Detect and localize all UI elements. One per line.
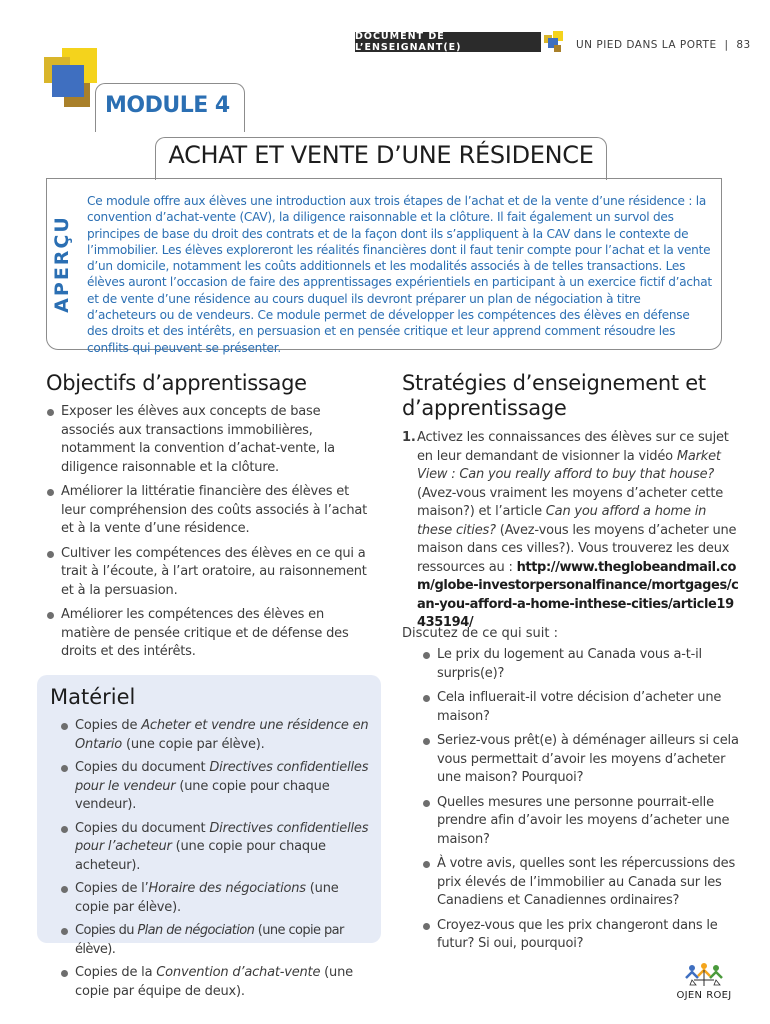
objectives-heading: Objectifs d’apprentissage [46, 371, 307, 395]
list-item: Copies du Plan de négociation (une copie par élève). [60, 922, 372, 959]
list-item: À votre avis, quelles sont les répercussions des prix élevés de l’immobilier au Canada sur les Canadiens et Canadiennes ordinaires? [422, 855, 740, 911]
separator: | [724, 39, 729, 51]
header-squares-logo [40, 45, 102, 107]
overview-text: Ce module offre aux élèves une introduction aux trois étapes de l’achat et de la vente d’une résidence : la convention d’achat-vente (CAV), la diligence raisonnable et la clôture. Il fait également un survol des principes de base du droit des contrats et de la façon dont ils s’appliquent à la CAV dans le contexte de l’immobilier. Les élèves exploreront les réalités financières dont il faut tenir compte pour l’achat et la vente d’un domicile, notamment les coûts additionnels et les modalités associés à de telles transactions. Les élèves auront l’occasion de faire des apprentissages expérientiels en participant à un exercice fictif d’achat et de vente d’une résidence au cours duquel ils devront préparer un plan de négociation à titre d’acheteurs ou de vendeurs. Ce module permet de développer les compétences des élèves en défense des droits et des intérêts, en persuasion et en pensée critique et leur apprend comment résoudre les conflits qui peuvent se présenter. [87, 194, 712, 355]
materiel-list [60, 717, 372, 1006]
overview-side-label: APERÇU [51, 215, 73, 313]
discuss-label: Discutez de ce qui suit : [402, 626, 558, 641]
list-item: Améliorer la littératie financière des élèves et leur compréhension des coûts associés à l’achat et à la vente d’une résidence. [46, 483, 371, 539]
page-number: 83 [736, 39, 751, 51]
discussion-questions [422, 646, 740, 960]
list-item: Le prix du logement au Canada vous a-t-il surpris(e)? [422, 646, 740, 683]
list-item: Cultiver les compétences des élèves en ce qui a trait à l’écoute, à l’art oratoire, au raisonnement et à la persuasion. [46, 545, 371, 601]
materiel-heading: Matériel [50, 685, 136, 709]
document-label [355, 32, 541, 52]
list-item: Améliorer les compétences des élèves en matière de pensée critique et de défense des droits et des intérêts. [46, 606, 371, 662]
resource-link[interactable]: http://www.theglobeandmail.com/globe-investorpersonalfinance/mortgages/can-you-afford-a-home-inthese-cities/article19435194/ [417, 559, 739, 630]
list-item: Seriez-vous prêt(e) à déménager ailleurs si cela vous permettait d’avoir les moyens d’acheter une maison? Pourquoi? [422, 732, 740, 788]
header-section-page [576, 39, 751, 51]
square-blue [52, 65, 84, 97]
list-item: Copies du document Directives confidentielles pour le vendeur (une copie pour chaque vendeur). [60, 759, 372, 815]
page-title: ACHAT ET VENTE D’UNE RÉSIDENCE [168, 141, 594, 169]
small-squares-icon [544, 31, 564, 53]
logo-text: OJEN ROEJ [676, 990, 732, 1001]
section-label: UN PIED DANS LA PORTE [576, 39, 717, 51]
strategy-item-1: 1. Activez les connaissances des élèves sur ce sujet en leur demandant de visionner la vidéo Market View : Can you really afford to buy that house? (Avez-vous vraiment les moyens d’acheter cette maison?) et l’article Can you afford a home in these cities? (Avez-vous les moyens d’acheter une maison dans ces villes?). Vous trouverez les deux ressources au : http://www.theglobeandmail.com/globe-investorpersonalfinance/mortgages/can-you-afford-a-home-inthese-cities/article19435194/ [402, 430, 739, 630]
list-item: Copies de l’Horaire des négociations (une copie par élève). [60, 880, 372, 917]
strategies-heading: Stratégies d’enseignement et d’apprentissage [402, 371, 706, 420]
module-label: MODULE 4 [105, 93, 230, 118]
list-item: Cela influerait-il votre décision d’acheter une maison? [422, 689, 740, 726]
list-item: Croyez-vous que les prix changeront dans le futur? Si oui, pourquoi? [422, 917, 740, 954]
list-item: Exposer les élèves aux concepts de base associés aux transactions immobilières, notamment la convention d’achat-vente, la diligence raisonnable et la clôture. [46, 403, 371, 477]
strategy-number: 1. [402, 430, 416, 445]
video-title: Market View : Can you really afford to buy that house? [417, 448, 721, 482]
article-title: Can you afford a home in these cities? [417, 504, 707, 538]
objectives-list [46, 403, 371, 668]
list-item: Quelles mesures une personne pourrait-elle prendre afin d’avoir les moyens d’acheter une maison? [422, 794, 740, 850]
list-item: Copies de la Convention d’achat-vente (une copie par équipe de deux). [60, 964, 372, 1001]
document-label-text: DOCUMENT DE L’ENSEIGNANT(E) [355, 31, 462, 53]
list-item: Copies du document Directives confidentielles pour l’acheteur (une copie pour chaque acheteur). [60, 820, 372, 876]
list-item: Copies de Acheter et vendre une résidence en Ontario (une copie par élève). [60, 717, 372, 754]
